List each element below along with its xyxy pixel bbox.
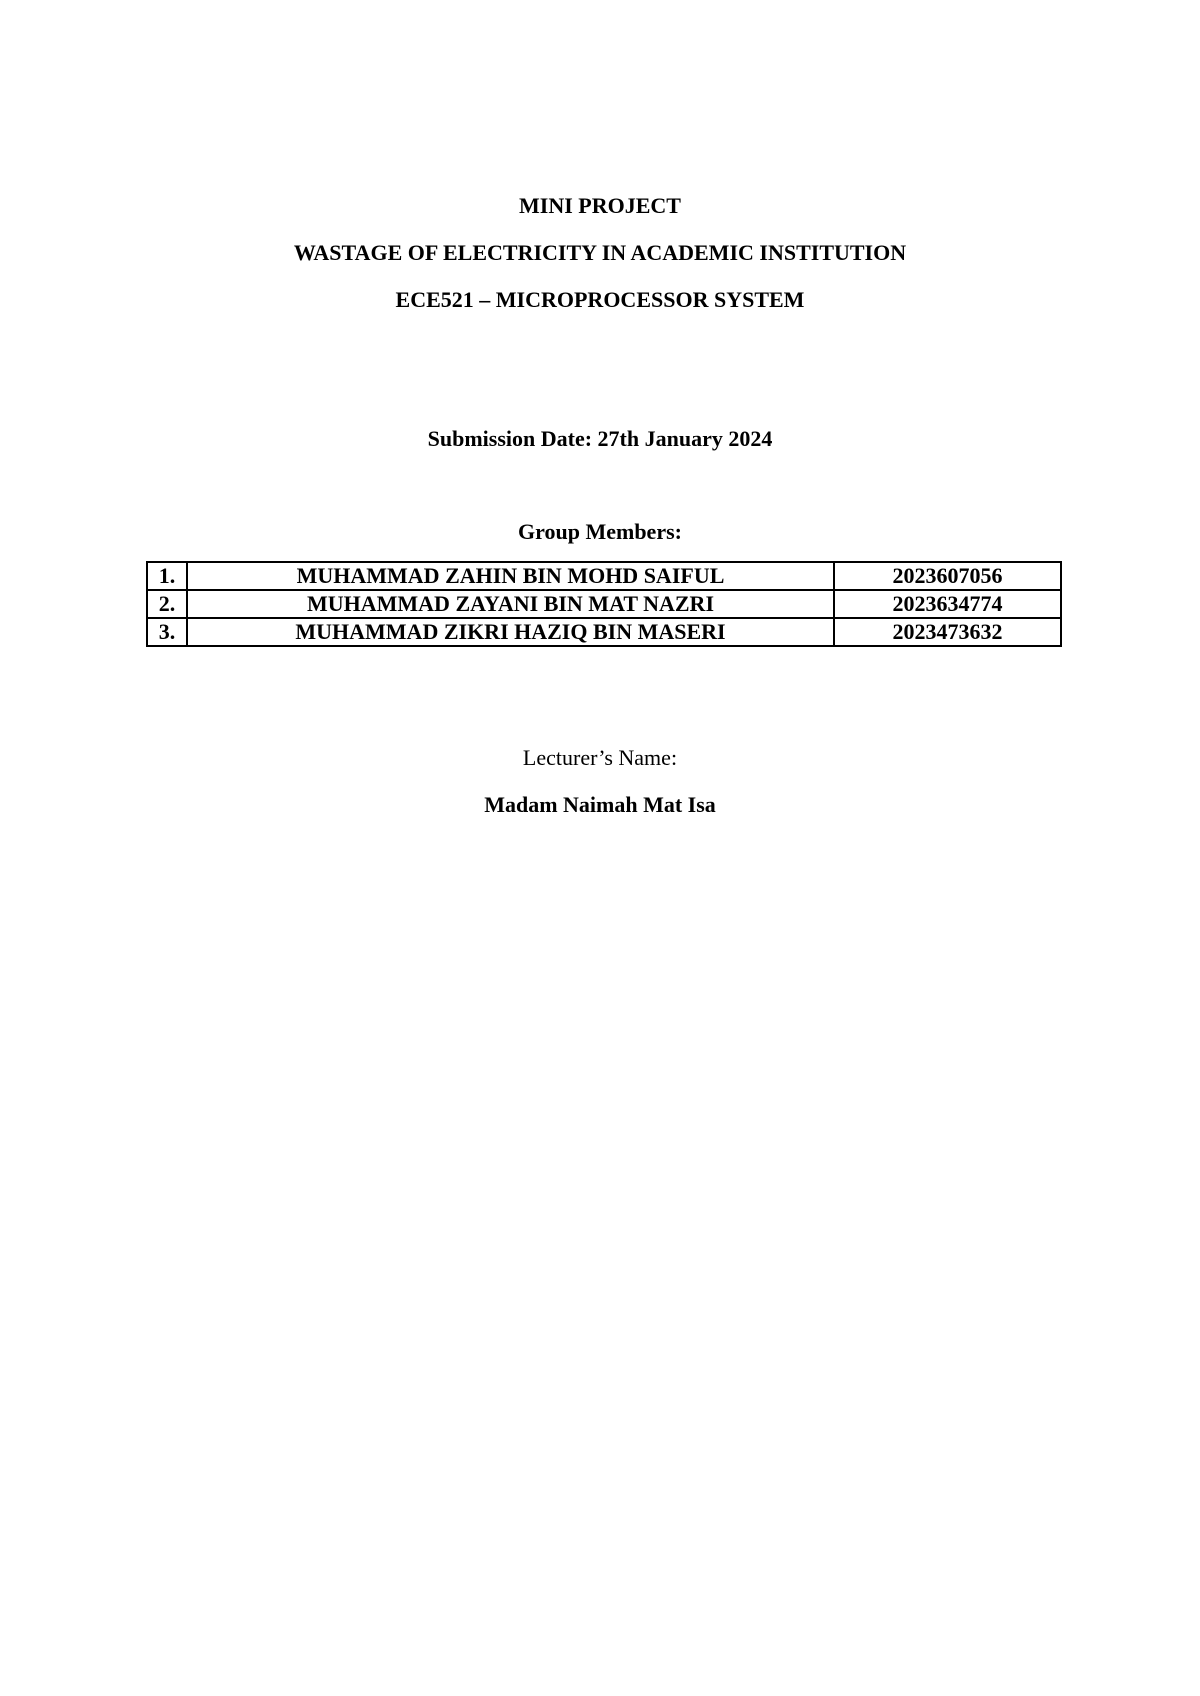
- table-row: [147, 590, 1061, 618]
- member-student-id: 2023634774: [834, 590, 1061, 618]
- member-name: MUHAMMAD ZAYANI BIN MAT NAZRI: [187, 590, 834, 618]
- course-title: ECE521 – MICROPROCESSOR SYSTEM: [395, 287, 805, 312]
- member-name: MUHAMMAD ZAHIN BIN MOHD SAIFUL: [187, 562, 834, 590]
- project-type-heading: MINI PROJECT: [519, 193, 681, 218]
- lecturer-name: Madam Naimah Mat Isa: [484, 792, 716, 817]
- group-members-table: [146, 561, 1062, 647]
- member-number: 2.: [147, 590, 187, 618]
- member-student-id: 2023473632: [834, 618, 1061, 646]
- member-number: 1.: [147, 562, 187, 590]
- lecturer-label: Lecturer’s Name:: [522, 745, 678, 770]
- member-name: MUHAMMAD ZIKRI HAZIQ BIN MASERI: [187, 618, 834, 646]
- table-row: [147, 562, 1061, 590]
- member-student-id: 2023607056: [834, 562, 1061, 590]
- table-row: [147, 618, 1061, 646]
- group-members-heading: Group Members:: [518, 519, 682, 544]
- project-title: WASTAGE OF ELECTRICITY IN ACADEMIC INSTITUTION: [293, 240, 907, 265]
- member-number: 3.: [147, 618, 187, 646]
- submission-date: Submission Date: 27th January 2024: [427, 426, 773, 451]
